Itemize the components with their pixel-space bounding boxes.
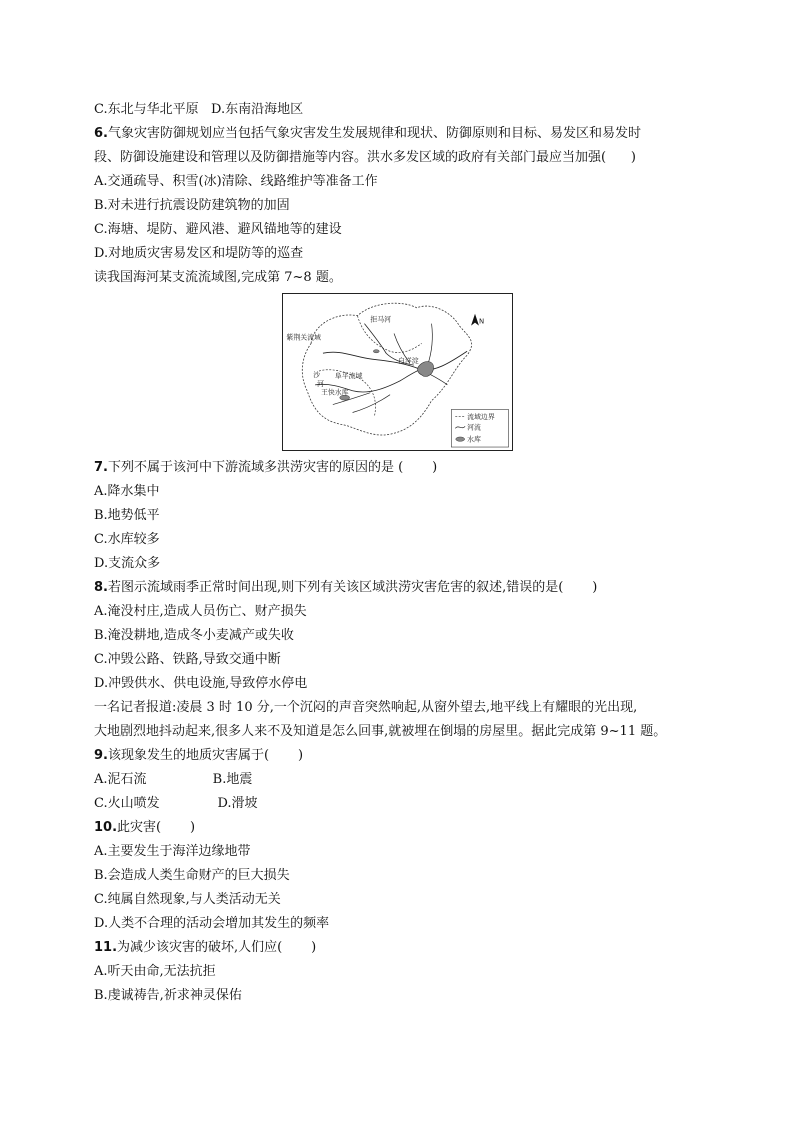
question-7-option-d: D.支流众多 — [94, 556, 161, 571]
question-11-option-a: A.听天由命,无法抗拒 — [94, 964, 216, 979]
question-10-option-c: C.纯属自然现象,与人类活动无关 — [94, 892, 281, 907]
intro-9-11-cont: 大地剧烈地抖动起来,很多人来不及知道是怎么回事,就被埋在倒塌的房屋里。据此完成第 9~11 题。 — [94, 724, 667, 739]
label-zijing: 紫荆关流域 — [286, 333, 321, 342]
question-8-option-b: B.淹没耕地,造成冬小麦减产或失收 — [94, 628, 294, 643]
question-9-options-cd: C.火山喷发 D.滑坡 — [94, 796, 258, 811]
question-6-number: 6. — [94, 126, 108, 141]
question-9-options-ab: A.泥石流 B.地震 — [94, 772, 253, 787]
question-8-option-c: C.冲毁公路、铁路,导致交通中断 — [94, 652, 281, 667]
question-8-stem — [94, 579, 597, 597]
question-10-stem — [94, 819, 195, 837]
label-fuping: 阜平流域 — [334, 371, 363, 380]
question-10-number: 10. — [94, 820, 118, 835]
legend-boundary-label: 流域边界 — [467, 412, 495, 421]
question-7-option-c: C.水库较多 — [94, 532, 160, 547]
intro-9-11: 一名记者报道:凌晨 3 时 10 分,一个沉闷的声音突然响起,从窗外望去,地平线上有耀眼的光出现, — [94, 700, 638, 715]
question-6-option-c: C.海塘、堤防、避风港、避风锚地等的建设 — [94, 222, 342, 237]
label-baiyangdian: 白洋淀 — [397, 357, 419, 366]
question-10-option-d: D.人类不合理的活动会增加其发生的频率 — [94, 916, 330, 931]
question-9-stem — [94, 747, 303, 765]
label-he: 河 — [317, 379, 324, 388]
question-10-option-b: B.会造成人类生命财产的巨大损失 — [94, 868, 290, 883]
question-11-stem — [94, 939, 316, 957]
question-10-option-a: A.主要发生于海洋边缘地带 — [94, 844, 251, 859]
question-6-text: 气象灾害防御规划应当包括气象灾害发生发展规律和现状、防御原则和目标、易发区和易发时 — [107, 126, 641, 141]
question-8-number: 8. — [94, 580, 108, 595]
question-6-stem-cont: 段、防御设施建设和管理以及防御措施等内容。洪水多发区域的政府有关部门最应当加强( ) — [94, 150, 636, 165]
question-6-option-a: A.交通疏导、积雪(冰)清除、线路维护等准备工作 — [94, 174, 378, 189]
question-7-stem — [94, 459, 437, 477]
question-8-option-a: A.淹没村庄,造成人员伤亡、财产损失 — [94, 604, 307, 619]
question-6-option-d: D.对地质灾害易发区和堤防等的巡查 — [94, 246, 304, 261]
question-7-option-a: A.降水集中 — [94, 484, 160, 499]
label-juma: 拒马河 — [370, 315, 392, 324]
question-11-option-b: B.虔诚祷告,祈求神灵保佑 — [94, 988, 242, 1003]
legend-reservoir-icon — [456, 437, 465, 441]
question-10-text: 此灾害( ) — [117, 820, 196, 835]
question-9-text: 该现象发生的地质灾害属于( ) — [107, 748, 304, 763]
main-river — [323, 351, 467, 370]
intro-7-8: 读我国海河某支流流域图,完成第 7~8 题。 — [94, 270, 342, 285]
map-legend — [451, 410, 508, 448]
question-11-number: 11. — [94, 940, 118, 955]
river-basin-map — [282, 293, 513, 451]
question-6-option-b: B.对未进行抗震设防建筑物的加固 — [94, 198, 290, 213]
legend-river-label: 河流 — [467, 423, 481, 432]
legend-reservoir-label: 水库 — [467, 435, 481, 444]
label-wangkuai: 王快水库 — [320, 388, 349, 397]
question-8-text: 若图示流域雨季正常时间出现,则下列有关该区域洪涝灾害危害的叙述,错误的是( ) — [107, 580, 598, 595]
question-7-text: 下列不属于该河中下游流域多洪涝灾害的原因的是 ( ) — [107, 460, 438, 475]
river-basin-map-svg — [283, 294, 512, 450]
north-arrow-icon — [471, 314, 479, 326]
option-line-c-d: C.东北与华北平原 D.东南沿海地区 — [94, 102, 304, 117]
question-7-number: 7. — [94, 460, 108, 475]
label-sha: 沙 — [313, 370, 321, 379]
question-8-option-d: D.冲毁供水、供电设施,导致停水停电 — [94, 676, 308, 691]
question-9-number: 9. — [94, 748, 108, 763]
label-north: N — [478, 317, 485, 326]
question-7-option-b: B.地势低平 — [94, 508, 160, 523]
tributary-4 — [353, 395, 391, 413]
tributary-3 — [428, 324, 433, 365]
baiyangdian-lake — [418, 362, 434, 377]
question-6-stem — [94, 125, 641, 143]
reservoir-2 — [373, 350, 379, 353]
question-11-text: 为减少该灾害的破坏,人们应( ) — [117, 940, 317, 955]
